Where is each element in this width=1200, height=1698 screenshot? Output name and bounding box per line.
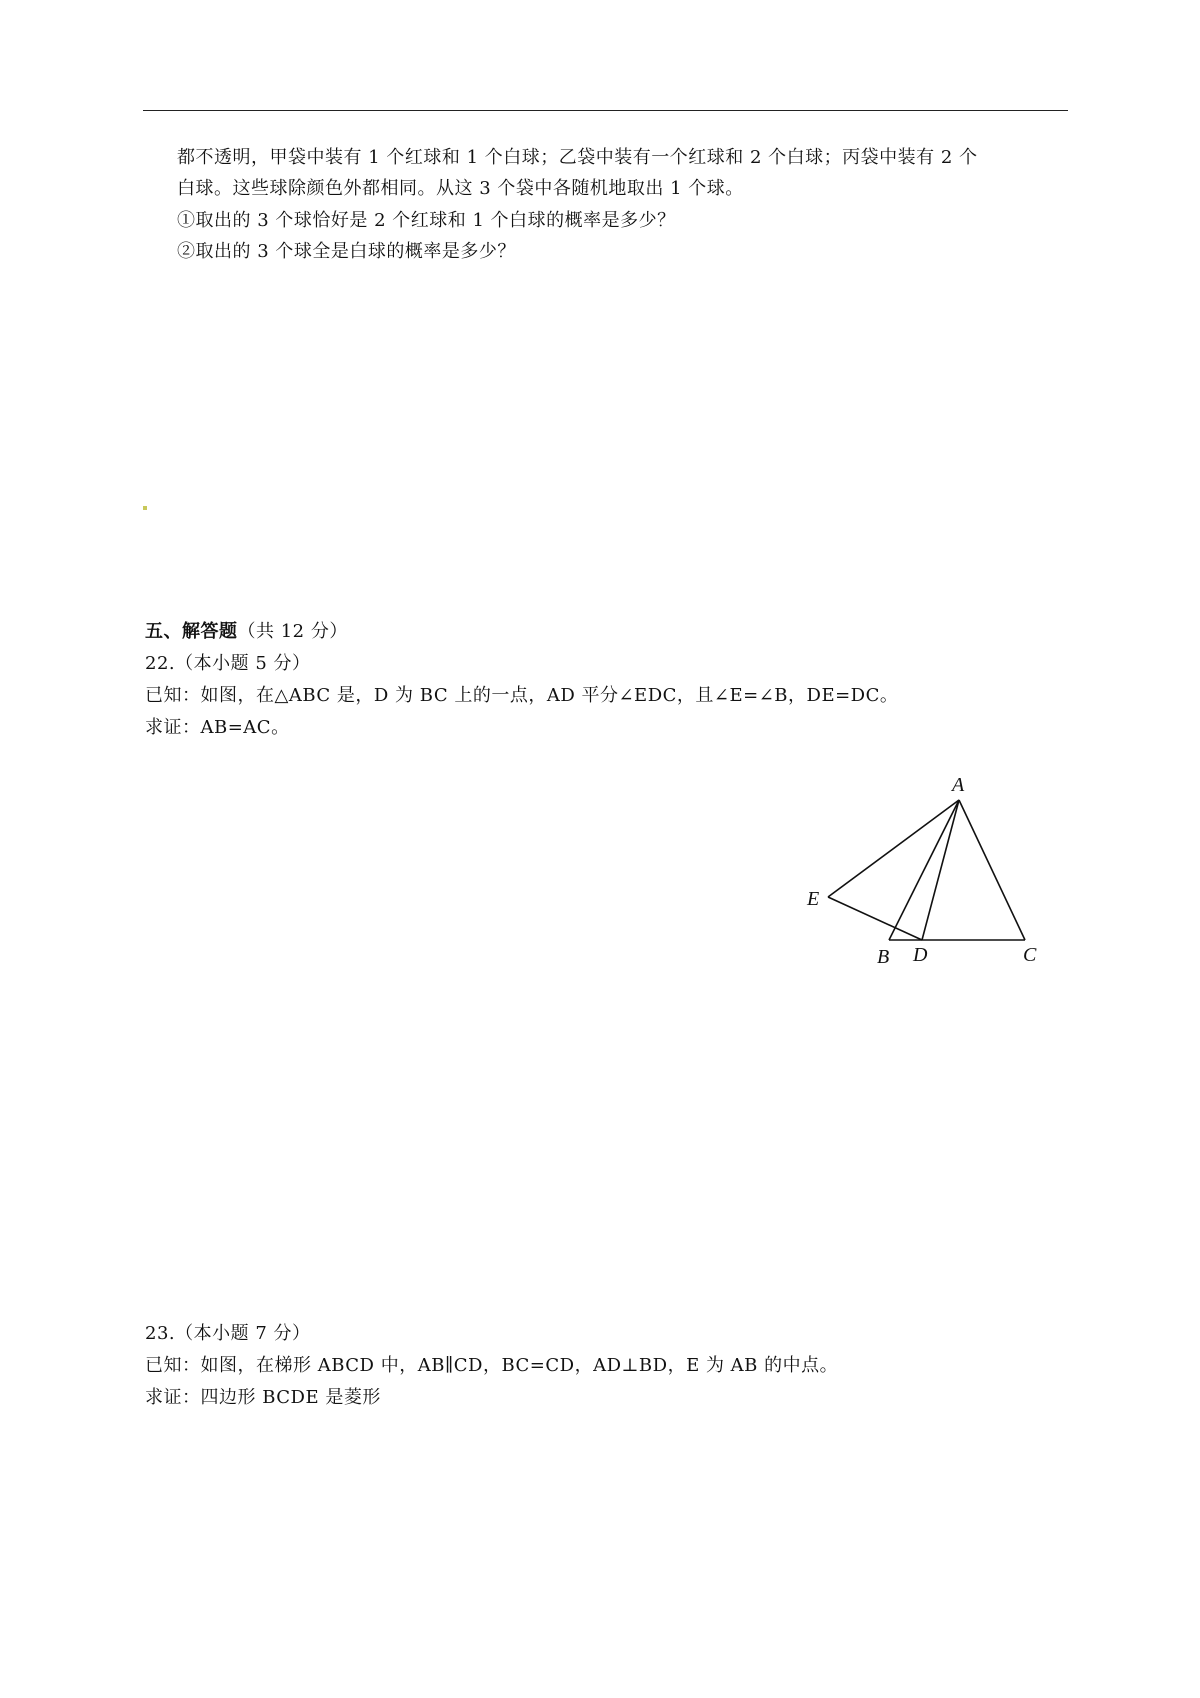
label-D: D [913, 944, 928, 966]
segment-AC [959, 800, 1025, 940]
problem21-question1: ①取出的 3 个球恰好是 2 个红球和 1 个白球的概率是多少？ [177, 210, 676, 231]
problem23-prove: 求证：四边形 BCDE 是菱形 [145, 1387, 381, 1408]
triangle-figure [800, 770, 1060, 970]
stray-mark [143, 506, 147, 510]
problem22-given: 已知：如图，在△ABC 是，D 为 BC 上的一点，AD 平分∠EDC，且∠E=∠B，DE=DC。 [145, 685, 899, 706]
problem22-heading: 22.（本小题 5 分） [145, 653, 311, 674]
section5-score: （共 12 分） [237, 621, 348, 642]
problem22-prove: 求证：AB=AC。 [145, 717, 290, 738]
section5-heading [145, 620, 348, 644]
label-E: E [807, 888, 820, 910]
segment-AD [922, 800, 959, 940]
label-A: A [952, 774, 965, 796]
label-C: C [1023, 944, 1037, 966]
problem23-given: 已知：如图，在梯形 ABCD 中，AB∥CD，BC=CD，AD⊥BD，E 为 AB 的中点。 [145, 1355, 839, 1376]
problem21-text-line2: 白球。这些球除颜色外都相同。从这 3 个袋中各随机地取出 1 个球。 [177, 178, 744, 199]
figure-lines [828, 800, 1025, 940]
problem23-heading: 23.（本小题 7 分） [145, 1323, 311, 1344]
section5-title: 五、解答题 [145, 621, 238, 642]
problem21-text-line1: 都不透明，甲袋中装有 1 个红球和 1 个白球；乙袋中装有一个红球和 2 个白球；丙袋中装有 2 个 [177, 147, 978, 168]
header-rule [143, 110, 1068, 111]
problem21-question2: ②取出的 3 个球全是白球的概率是多少？ [177, 241, 516, 262]
label-B: B [877, 946, 890, 968]
segment-AE [828, 800, 959, 897]
segment-AB [889, 800, 959, 940]
